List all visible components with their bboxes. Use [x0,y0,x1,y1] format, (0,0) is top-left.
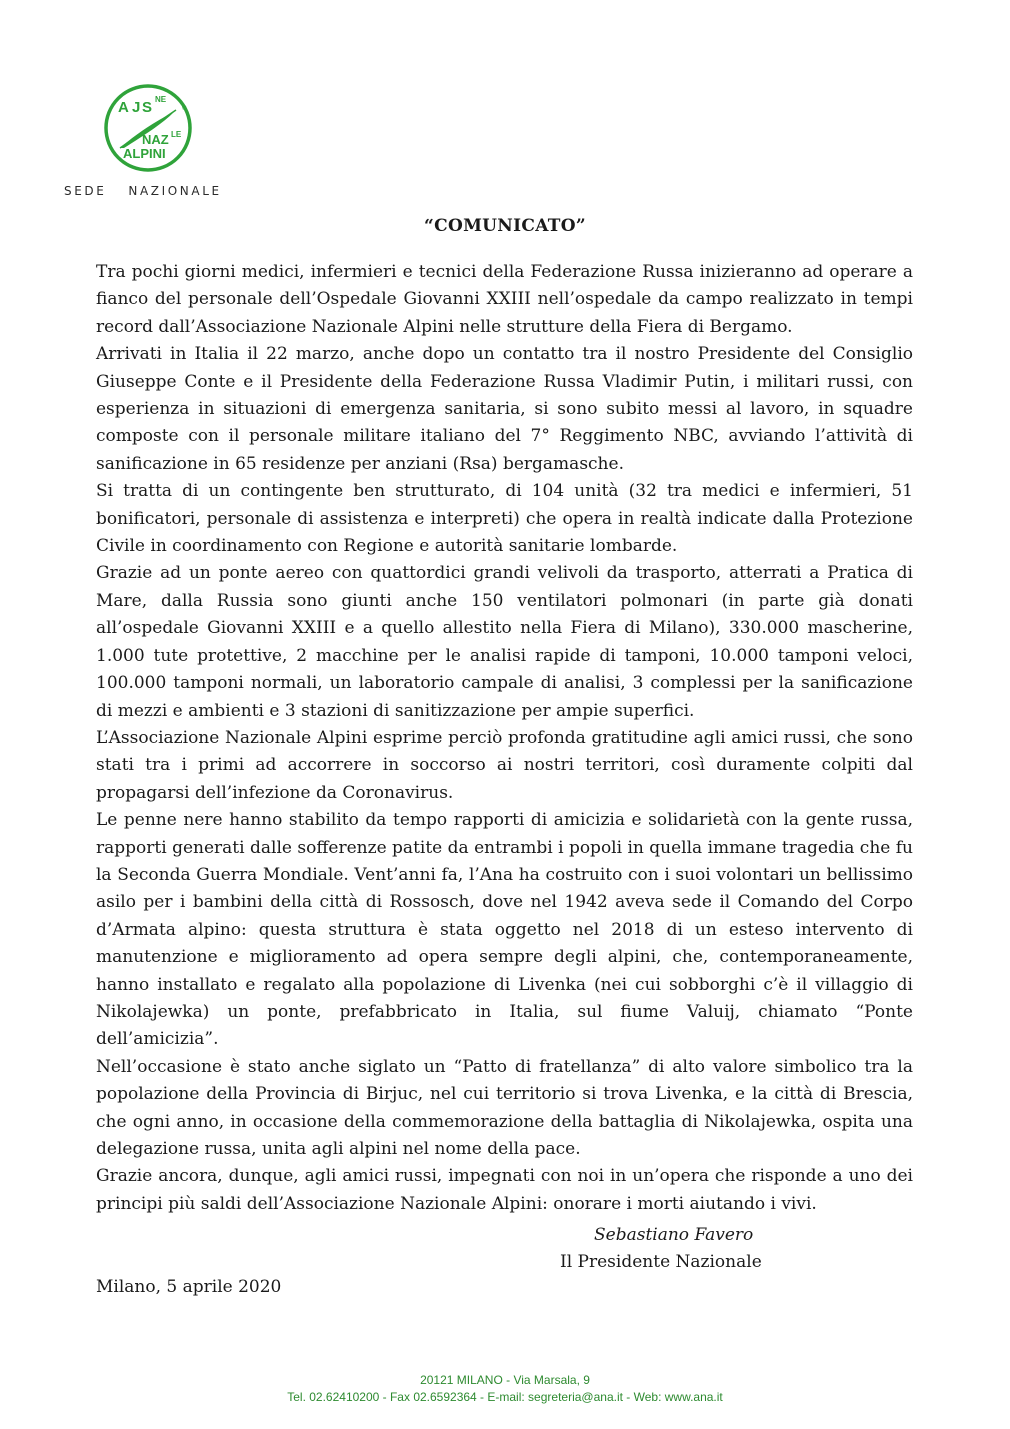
svg-text:NE: NE [155,95,167,104]
paragraph: Le penne nere hanno stabilito da tempo rapporti di amicizia e solidarietà con la gente russa, rapporti generati dalle sofferenze patite da entrambi i popoli in quella immane tragedia che fu la Seconda Guerra Mondiale. Vent’anni fa, l’Ana ha costruito con i suoi volontari un bellissimo asilo per i bambini della città di Rossosch, dove nel 1942 aveva sede il Comando del Corpo d’Armata alpino: questa struttura è stata oggetto nel 2018 di un esteso intervento di manutenzione e miglioramento ad opera sempre degli alpini, che, contemporaneamente, hanno installato e regalato alla popolazione di Livenka (nei cui sobborghi c’è il villaggio di Nikolajewka) un ponte, prefabbricato in Italia, sul fiume Valuij, chiamato “Ponte dell’amicizia”. [96,810,913,1050]
letterhead-logo [64,82,234,202]
letterhead-footer [0,1372,1010,1406]
paragraph: L’Associazione Nazionale Alpini esprime perciò profonda gratitudine agli amici russi, che sono stati tra i primi ad accorrere in soccorso ai nostri territori, così duramente colpiti dal propagarsi dell’infezione da Coronavirus. [96,727,913,803]
paragraph: Arrivati in Italia il 22 marzo, anche dopo un contatto tra il nostro Presidente del Consiglio Giuseppe Conte e il Presidente della Federazione Russa Vladimir Putin, i militari russi, con esperienza in situazioni di emergenza sanitaria, si sono subito messi al lavoro, in squadre composte con il personale militare italiano del 7° Reggimento NBC, avviando l’attività di sanificazione in 65 residenze per anziani (Rsa) bergamasche. [96,344,913,474]
signatory-name: Sebastiano Favero [594,1225,754,1245]
paragraph: Grazie ancora, dunque, agli amici russi, impegnati con noi in un’opera che risponde a uno dei principi più saldi dell’Associazione Nazionale Alpini: onorare i morti aiutando i vivi. [96,1166,913,1214]
document-body [96,259,913,1218]
sede-nazionale-label: SEDE NAZIONALE [64,184,222,198]
svg-text:LE: LE [171,130,182,139]
svg-text:ALPINI: ALPINI [123,146,166,161]
svg-text:A: A [118,99,129,116]
svg-text:J: J [132,99,141,116]
ana-alpini-logo-icon [102,82,194,174]
signatory-role: Il Presidente Nazionale [560,1252,762,1272]
document-title: “COMUNICATO” [424,216,586,236]
paragraph: Grazie ad un ponte aereo con quattordici grandi velivoli da trasporto, atterrati a Pratica di Mare, dalla Russia sono giunti anche 150 ventilatori polmonari (in parte già donati all’ospedale Giovanni XXIII e a quello allestito nella Fiera di Milano), 330.000 mascherine, 1.000 tute protettive, 2 macchine per le analisi rapide di tamponi, 10.000 tamponi veloci, 100.000 tamponi normali, un laboratorio campale di analisi, 3 complessi per la sanificazione di mezzi e ambienti e 3 stazioni di sanitizzazione per ampie superfici. [96,563,913,721]
signature-block [560,1222,762,1276]
paragraph: Si tratta di un contingente ben strutturato, di 104 unità (32 tra medici e infermieri, 51 bonificatori, personale di assistenza e interpreti) che opera in realtà indicate dalla Protezione Civile in coordinamento con Regione e autorità sanitarie lombarde. [96,481,913,557]
paragraph: Nell’occasione è stato anche siglato un “Patto di fratellanza” di alto valore simbolico tra la popolazione della Provincia di Birjuc, nel cui territorio si trova Livenka, e la città di Brescia, che ogni anno, in occasione della commemorazione della battaglia di Nikolajewka, ospita una delegazione russa, unita agli alpini nel nome della pace. [96,1056,913,1159]
svg-text:®: ® [182,106,187,112]
footer-address: 20121 MILANO - Via Marsala, 9 [420,1373,590,1387]
svg-text:S: S [142,99,153,116]
place-date: Milano, 5 aprile 2020 [96,1277,282,1297]
svg-text:NAZ: NAZ [142,132,169,147]
paragraph: Tra pochi giorni medici, infermieri e tecnici della Federazione Russa inizieranno ad operare a fianco del personale dell’Ospedale Giovanni XXIII nell’ospedale da campo realizzato in tempi record dall’Associazione Nazionale Alpini nelle strutture della Fiera di Bergamo. [96,262,913,337]
footer-contacts: Tel. 02.62410200 - Fax 02.6592364 - E-mail: segreteria@ana.it - Web: www.ana.it [287,1390,723,1404]
